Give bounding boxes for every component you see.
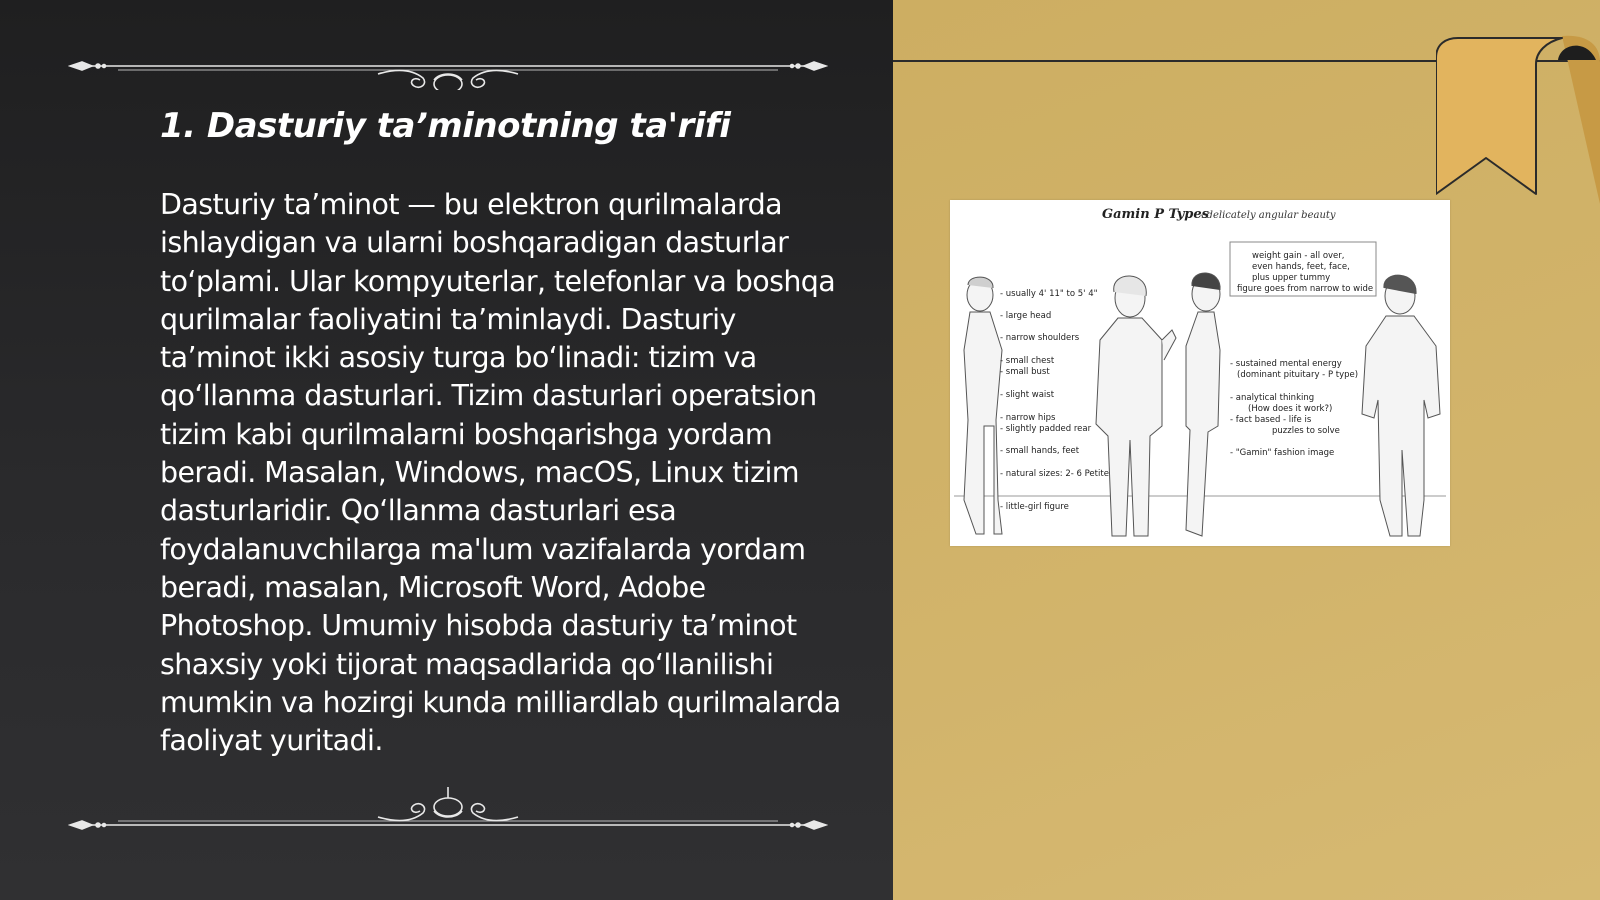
figure-label-left: - natural sizes: 2- 6 Petite (1000, 469, 1109, 479)
figure-label-left: - slight waist (1000, 390, 1055, 400)
note-box-line: figure goes from narrow to wide (1237, 284, 1374, 294)
figure-label-left: - narrow shoulders (1000, 333, 1080, 343)
note-box-line: even hands, feet, face, (1252, 262, 1350, 272)
note-box-line: plus upper tummy (1252, 273, 1331, 283)
figure-caption-sub: - delicately angular beauty (1200, 210, 1336, 221)
figure-label-left: - large head (1000, 311, 1052, 321)
figure-label-left: - small bust (1000, 367, 1050, 377)
figure-label-left: - small chest (1000, 356, 1055, 366)
figure-silhouette-2 (1096, 276, 1176, 536)
figure-label-right: puzzles to solve (1272, 426, 1340, 436)
figure-silhouette-1 (964, 277, 1002, 534)
scroll-flourish-divider-icon (68, 785, 828, 835)
figure-silhouette-4 (1362, 275, 1440, 536)
figure-label-left: - narrow hips (1000, 413, 1056, 423)
figure-label-left: - small hands, feet (1000, 446, 1080, 456)
figure-label-right: - sustained mental energy (1230, 359, 1342, 369)
figure-label-left: - slightly padded rear (1000, 424, 1092, 434)
figure-label-left: - usually 4' 11" to 5' 4" (1000, 289, 1098, 299)
figure-label-right: - analytical thinking (1230, 393, 1315, 403)
figure-label-right: (How does it work?) (1248, 404, 1333, 414)
figure-caption: Gamin P Types (1102, 207, 1209, 222)
figure-label-left: - little-girl figure (1000, 502, 1069, 512)
figure-silhouette-3 (1186, 273, 1220, 536)
scroll-flourish-divider-icon (68, 40, 828, 90)
slide-body-text: Dasturiy ta’minot — bu elektron qurilmalarda ishlaydigan va ularni boshqaradigan dasturlar to‘plami. Ular kompyuterlar, telefonlar va boshqa qurilmalar faoliyatini ta’minlaydi. Dasturiy ta’minot ikki asosiy turga bo‘linadi: tizim va qo‘llanma dasturlari. Tizim dasturlari operatsion tizim kabi qurilmalarni boshqarishga yordam beradi. Masalan, Windows, macOS, Linux tizim dasturlaridir. Qo‘llanma dasturlari esa foydalanuvchilarga ma'lum vazifalarda yordam beradi, masalan, Microsoft Word, Adobe Photoshop. Umumiy hisobda dasturiy ta’minot shaxsiy yoki tijorat maqsadlarida qo‘llanilishi mumkin va hozirgi kunda milliardlab qurilmalarda faoliyat yuritadi. (160, 188, 841, 758)
ribbon-bookmark-icon (1436, 34, 1600, 204)
slide-title: 1. Dasturiy ta’minotning ta'rifi (160, 106, 731, 146)
figure-label-right: - fact based - life is (1230, 415, 1312, 425)
body-type-illustration (950, 200, 1450, 546)
figure-label-right: (dominant pituitary - P type) (1237, 370, 1359, 380)
note-box-line: weight gain - all over, (1252, 251, 1345, 261)
figure-label-right: - "Gamin" fashion image (1230, 448, 1335, 458)
